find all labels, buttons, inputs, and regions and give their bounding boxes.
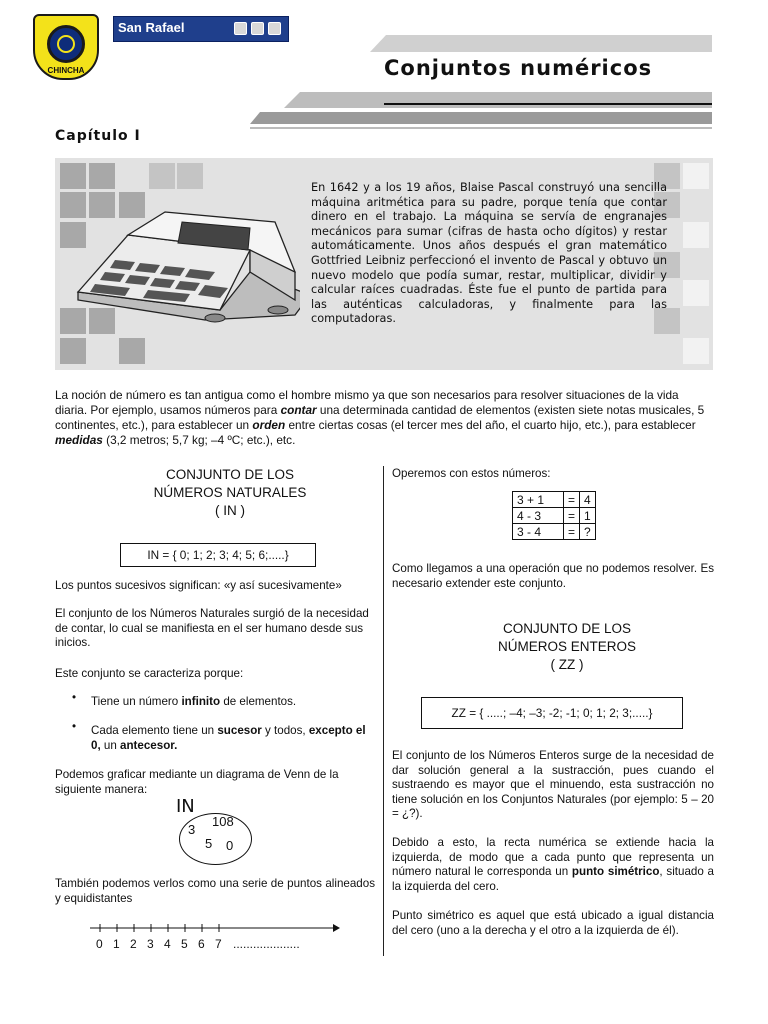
debido-part: Debido a esto, la recta numérica se extiende hacia la izquierda, de modo que a cada punto que representa un número natural le corresponda un	[392, 836, 714, 879]
venn-number: 5	[205, 836, 213, 851]
emphasis-orden: orden	[252, 418, 286, 432]
paragraph-text: entre ciertas cosas (el tercer mes del año, el cuarto hijo, etc.), para establecer	[285, 418, 696, 432]
bullet-text: Cada elemento tiene un	[91, 724, 218, 737]
deco-square	[683, 280, 709, 306]
table-cell: 3 + 1	[513, 492, 564, 508]
intro-text: En 1642 y a los 19 años, Blaise Pascal construyó una sencilla máquina aritmética para su padre, porque tenía que contar dinero en el trabajo. La máquina se servía de engranajes mecánicos para sumar (cifras de hasta ocho dígitos) y restar automáticamente. Unos años después el gran matemático Gottfried Leibniz perfeccionó el invento de Pascal y obtuvo un nuevo modelo que podía sumar, restar, multiplicar, dividir y calcular raíces cuadradas. Éste fue el punto de partida para las auténticas calculadoras, y finalmente para las computadoras.	[311, 181, 667, 326]
number-line-tick: 1	[113, 937, 120, 951]
bullet-bold: antecesor.	[120, 738, 178, 752]
emphasis-contar: contar	[280, 403, 317, 417]
caracteriza-text: Este conjunto se caracteriza porque:	[55, 667, 244, 680]
bullet-text: y todos,	[261, 724, 309, 737]
linea-intro: También podemos verlos como una serie de puntos alineados y equidistantes	[55, 877, 375, 905]
venn-number: 3	[188, 822, 196, 837]
school-name: San Rafael	[118, 20, 185, 35]
column-divider	[383, 466, 384, 956]
logo-city: CHINCHA	[47, 66, 85, 75]
deco-square	[119, 338, 145, 364]
number-line-tick: 2	[130, 937, 137, 951]
table-cell: 3 - 4	[513, 524, 564, 540]
naturales-set-box	[120, 543, 316, 567]
bullet-bold: infinito	[181, 695, 221, 708]
bullet-icon: •	[72, 691, 77, 704]
venn-label: IN	[176, 796, 195, 817]
deco-square	[683, 338, 709, 364]
venn-number: 108	[212, 814, 234, 829]
surge-text: El conjunto de los Números Enteros surge de la necesidad de dar solución general a la sustracción, pues cuando el sustraendo es mayor que el minuendo, esta sustracción no tiene solución en los Conjuntos Naturales (por ejemplo: 5 – 20 = ¿?).	[392, 749, 714, 821]
operations-table	[512, 491, 596, 540]
venn-number: 0	[226, 838, 234, 853]
calculator-illustration	[70, 200, 300, 325]
simetrico-text: Punto simétrico es aquel que está ubicado a igual distancia del cero (uno a la derecha y el otro a la izquierda de él).	[392, 909, 714, 937]
bullet-infinito	[91, 695, 376, 710]
heading-line: ( ZZ )	[550, 657, 584, 672]
venn-intro: Podemos graficar mediante un diagrama de Venn de la siguiente manera:	[55, 768, 339, 796]
bullet-text: de elementos.	[220, 695, 297, 708]
number-line-tick: 5	[181, 937, 188, 951]
table-cell: 4	[580, 492, 596, 508]
number-line-tick: 0	[96, 937, 103, 951]
debido-bold: punto simétrico	[571, 865, 660, 879]
origen-text: El conjunto de los Números Naturales surgió de la necesidad de contar, lo cual se manifiesta en el ser humano desde sus inicios.	[55, 607, 369, 650]
como-text: Como llegamos a una operación que no podemos resolver. Es necesario extender este conjunto.	[392, 562, 714, 590]
debido-text	[392, 836, 714, 894]
operemos-text: Operemos con estos números:	[392, 467, 551, 480]
naturales-heading	[100, 466, 360, 520]
paragraph-text: (3,2 metros; 5,7 kg; –4 ºC; etc.), etc.	[102, 433, 296, 447]
page-title: Conjuntos numéricos	[384, 56, 653, 80]
table-cell: 4 - 3	[513, 508, 564, 524]
number-line-tick: 7	[215, 937, 222, 951]
enteros-heading	[437, 620, 697, 674]
enteros-set-box	[421, 697, 683, 729]
bullet-text: un	[100, 738, 121, 752]
paragraph-text: una determinada cantidad de elementos (existen siete notas musicales, 5 continentes, etc.), para establecer un	[55, 403, 705, 432]
table-cell: =	[564, 508, 580, 524]
deco-square	[683, 163, 709, 189]
heading-line: CONJUNTO DE LOS	[502, 621, 632, 636]
number-line-tick: 6	[198, 937, 205, 951]
debido-part: , situado a la izquierda del cero.	[392, 865, 714, 893]
deco-square	[177, 163, 203, 189]
bullet-bold: excepto el 0,	[91, 724, 366, 752]
heading-line: CONJUNTO DE LOS	[165, 467, 295, 482]
deco-square	[89, 163, 115, 189]
number-line-dots: ....................	[233, 937, 300, 951]
table-cell: 1	[580, 508, 596, 524]
deco-square	[149, 163, 175, 189]
bullet-text: Tiene un número	[91, 695, 182, 708]
heading-line: NÚMEROS NATURALES	[153, 485, 307, 500]
intro-paragraph	[55, 388, 713, 448]
number-line	[90, 918, 340, 934]
enteros-set: ZZ = { .....; –4; –3; -2; -1; 0; 1; 2; 3;.....}	[451, 706, 653, 720]
number-line-tick: 4	[164, 937, 171, 951]
heading-line: NÚMEROS ENTEROS	[497, 639, 636, 654]
deco-square	[683, 222, 709, 248]
naturales-set: IN = { 0; 1; 2; 3; 4; 5; 6;.....}	[147, 548, 289, 562]
table-row	[513, 508, 596, 524]
number-line-tick: 3	[147, 937, 154, 951]
deco-square	[60, 163, 86, 189]
deco-square	[60, 338, 86, 364]
paragraph-text: La noción de número es tan antigua como el hombre mismo ya que son necesarios para resolver situaciones de la vida diaria. Por ejemplo, usamos números para	[55, 388, 679, 417]
emphasis-medidas: medidas	[55, 433, 103, 447]
heading-line: ( IN )	[215, 503, 245, 518]
table-row	[513, 492, 596, 508]
puntos-text: Los puntos sucesivos significan: «y así sucesivamente»	[55, 579, 342, 592]
bullet-icon: •	[72, 720, 77, 733]
chapter-heading: Capítulo I	[55, 128, 141, 144]
table-cell: =	[564, 524, 580, 540]
table-cell: ?	[580, 524, 596, 540]
table-row	[513, 524, 596, 540]
bullet-bold: sucesor	[217, 724, 262, 737]
bullet-sucesor	[91, 724, 376, 753]
table-cell: =	[564, 492, 580, 508]
